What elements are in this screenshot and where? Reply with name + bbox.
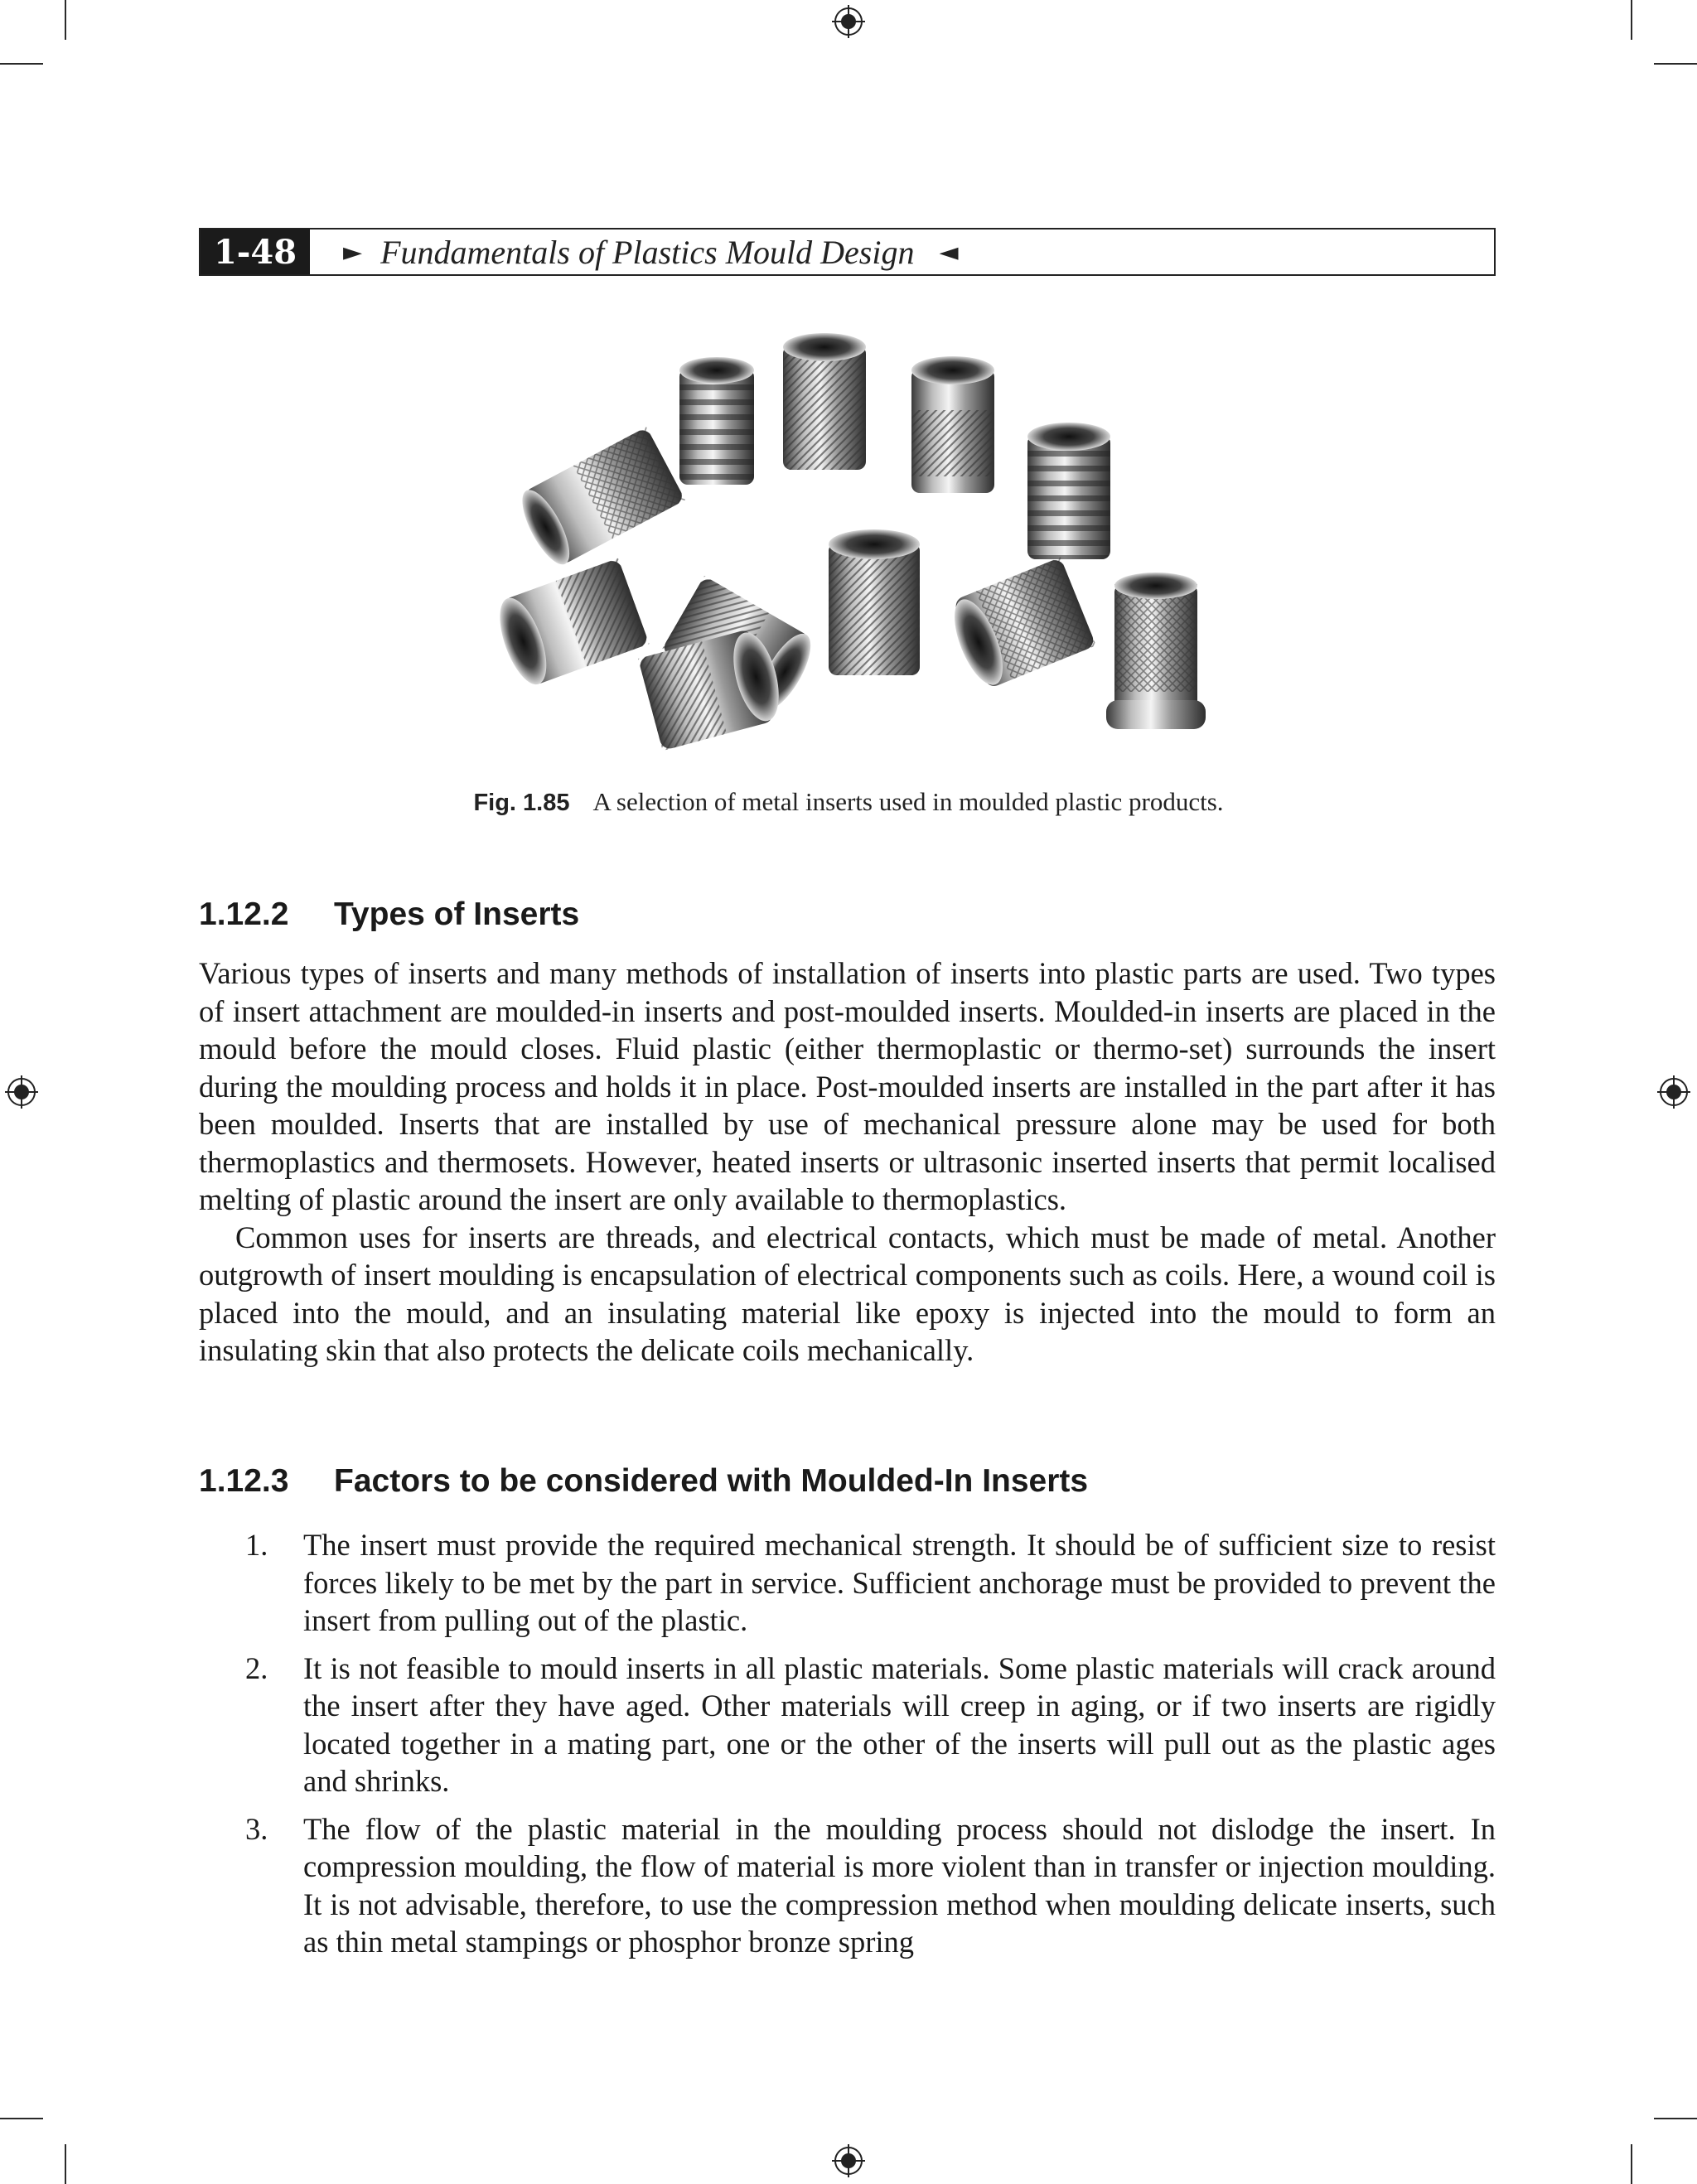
list-item-number: 2. [245, 1650, 268, 1685]
list-item [199, 1650, 1496, 1800]
paragraph: Various types of inserts and many methods of installation of inserts into plastic parts are used. Two types of insert attachment are moulded-in inserts and post-moulded inserts. Moulded-in inserts are placed in the mould before the mould closes. Fluid plastic (either thermoplastic or thermo-set) surrounds the insert during the moulding process and holds it in place. Post-moulded inserts are installed in the part after it has been moulded. Inserts that are installed by use of mechanical pressure alone may be used for both thermoplastics and thermosets. However, heated inserts or ultrasonic inserted inserts that permit localised melting of plastic around the insert are only available to thermoplastics. [199, 956, 1496, 1216]
crop-mark [1631, 2144, 1632, 2184]
section-body [199, 954, 1496, 1370]
list-item-text: The flow of the plastic material in the moulding process should not dislodge the insert. In compression moulding, the flow of material is more violent than in transfer or injection moulding. It is not advisable, therefore, to use the compression method when moulding delicate inserts, such as thin metal stampings or phosphor bronze spring [303, 1811, 1496, 1959]
crop-mark [65, 2144, 66, 2184]
list-item-text: It is not feasible to mould inserts in all plastic materials. Some plastic materials will crack around the insert after they have aged. Other materials will creep in aging, or if two inserts are rigidly located together in a mating part, one or the other of the inserts will pull out as the plastic ages and shrinks. [303, 1650, 1496, 1798]
figure-label: Fig. 1.85 [473, 790, 570, 816]
list-item-number: 3. [245, 1811, 268, 1846]
list-item [199, 1810, 1496, 1961]
registration-mark-icon [830, 2143, 867, 2179]
registration-mark-icon [830, 3, 867, 40]
metal-inserts-photo [489, 327, 1218, 762]
crop-mark [1654, 63, 1697, 65]
registration-mark-icon [3, 1074, 40, 1110]
crop-mark [1654, 2118, 1697, 2119]
list-item-text: The insert must provide the required mechanical strength. It should be of sufficient size to resist forces likely to be met by the part in service. Sufficient anchorage must be provided to prevent the insert from pulling out of the plastic. [303, 1528, 1496, 1637]
crop-mark [65, 0, 66, 40]
list-item [199, 1526, 1496, 1640]
section-title: Types of Inserts [334, 896, 580, 932]
factor-list [199, 1526, 1496, 1971]
section-title: Factors to be considered with Moulded-In Inserts [334, 1463, 1089, 1499]
registration-mark-icon [1656, 1074, 1692, 1110]
section-heading [199, 896, 579, 933]
right-arrow-icon: ► [343, 237, 363, 267]
left-arrow-icon: ◄ [939, 237, 959, 267]
figure-caption [0, 787, 1697, 817]
section-heading [199, 1463, 1088, 1500]
running-header [199, 228, 1496, 276]
list-item-number: 1. [245, 1528, 268, 1562]
section-number: 1.12.2 [199, 896, 289, 932]
page-number: 1-48 [201, 230, 310, 274]
section-number: 1.12.3 [199, 1463, 289, 1499]
book-title: Fundamentals of Plastics Mould Design [380, 233, 915, 271]
figure-caption-text: A selection of metal inserts used in moulded plastic products. [592, 787, 1224, 816]
paragraph: Common uses for inserts are threads, and electrical contacts, which must be made of metal. Another outgrowth of insert moulding is encapsulation of electrical components such as coils. Here, a wound coil is placed into the mould, and an insulating material like epoxy is injected into the mould to form an insulating skin that also protects the delicate coils mechanically. [199, 1220, 1496, 1367]
crop-mark [0, 63, 43, 65]
crop-mark [1631, 0, 1632, 40]
crop-mark [0, 2118, 43, 2119]
